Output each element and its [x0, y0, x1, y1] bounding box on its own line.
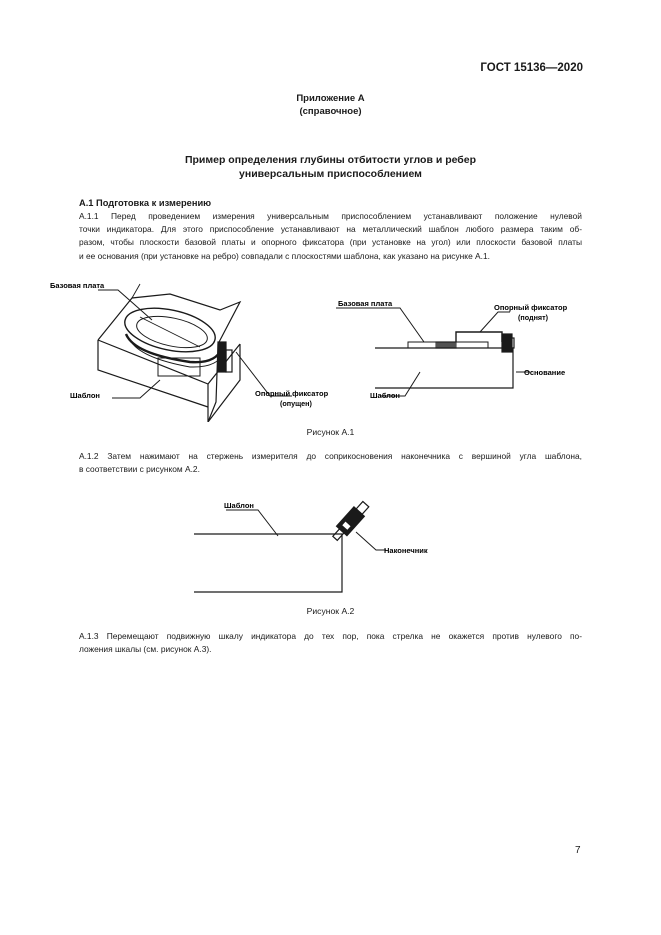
- label-stop-state-left: (опущен): [280, 399, 312, 408]
- label-template-left: Шаблон: [70, 391, 100, 400]
- figure-a1-left-drawing: [98, 284, 240, 422]
- paragraph-a-1-2: [79, 450, 582, 476]
- label-tip: Наконечник: [384, 546, 428, 555]
- paragraph-line: А.1.3 Перемещают подвижную шкалу индикатора до тех пор, пока стрелка не окажется против нулевого по-: [79, 631, 582, 641]
- label-base-plate-left: Базовая плата: [50, 281, 105, 290]
- section-heading: А.1 Подготовка к измерению: [79, 198, 212, 208]
- label-base-plate-right: Базовая плата: [338, 299, 393, 308]
- paragraph-line: ложения шкалы (см. рисунок А.3).: [79, 644, 212, 655]
- label-template-right: Шаблон: [370, 391, 400, 400]
- paragraph-line: А.1.2 Затем нажимают на стержень измерителя до соприкосновения наконечника с вершиной угла шаблона,: [79, 451, 582, 461]
- document-title-line2: универсальным приспособлением: [239, 168, 422, 180]
- label-stop-left: Опорный фиксатор: [255, 389, 329, 398]
- paragraph-line: точки индикатора. Для этого приспособление устанавливают на металлический шаблон любого размера таким об-: [79, 224, 582, 235]
- paragraph-line: А.1.1 Перед проведением измерения универсальным приспособлением устанавливают положение нулевой: [79, 211, 582, 221]
- paragraph-line: разом, чтобы плоскости базовой платы и опорного фиксатора (при установке на угол) или плоскости базовой платы: [79, 237, 582, 248]
- label-template-a2: Шаблон: [224, 501, 254, 510]
- figure-a1-left-leaders: [98, 290, 292, 398]
- page-number: 7: [575, 845, 581, 856]
- paragraph-a-1-1: [79, 210, 582, 263]
- label-stop-state-right: (поднят): [518, 313, 549, 322]
- annex-title: Приложение А: [296, 93, 365, 104]
- figure-a2-drawing: [194, 499, 371, 592]
- paragraph-line: и ее основания (при установке на ребро) совпадали с плоскостями шаблона, как указано на рисунке А.1.: [79, 250, 490, 261]
- label-base-right: Основание: [524, 368, 566, 377]
- figure-a2: [180, 492, 470, 598]
- figure-a1-caption: Рисунок А.1: [306, 427, 355, 437]
- label-stop-right: Опорный фиксатор: [494, 303, 568, 312]
- figure-a1-right-drawing: [375, 332, 514, 388]
- standard-number: ГОСТ 15136—2020: [480, 62, 583, 74]
- paragraph-line: в соответствии с рисунком А.2.: [79, 464, 200, 475]
- figure-a2-caption: Рисунок А.2: [306, 606, 355, 616]
- paragraph-a-1-3: [79, 630, 582, 656]
- figure-a1-right-leaders: [336, 308, 530, 396]
- document-title-line1: Пример определения глубины отбитости углов и ребер: [184, 154, 477, 166]
- annex-status: (справочное): [299, 106, 362, 117]
- figure-a1: [40, 272, 600, 422]
